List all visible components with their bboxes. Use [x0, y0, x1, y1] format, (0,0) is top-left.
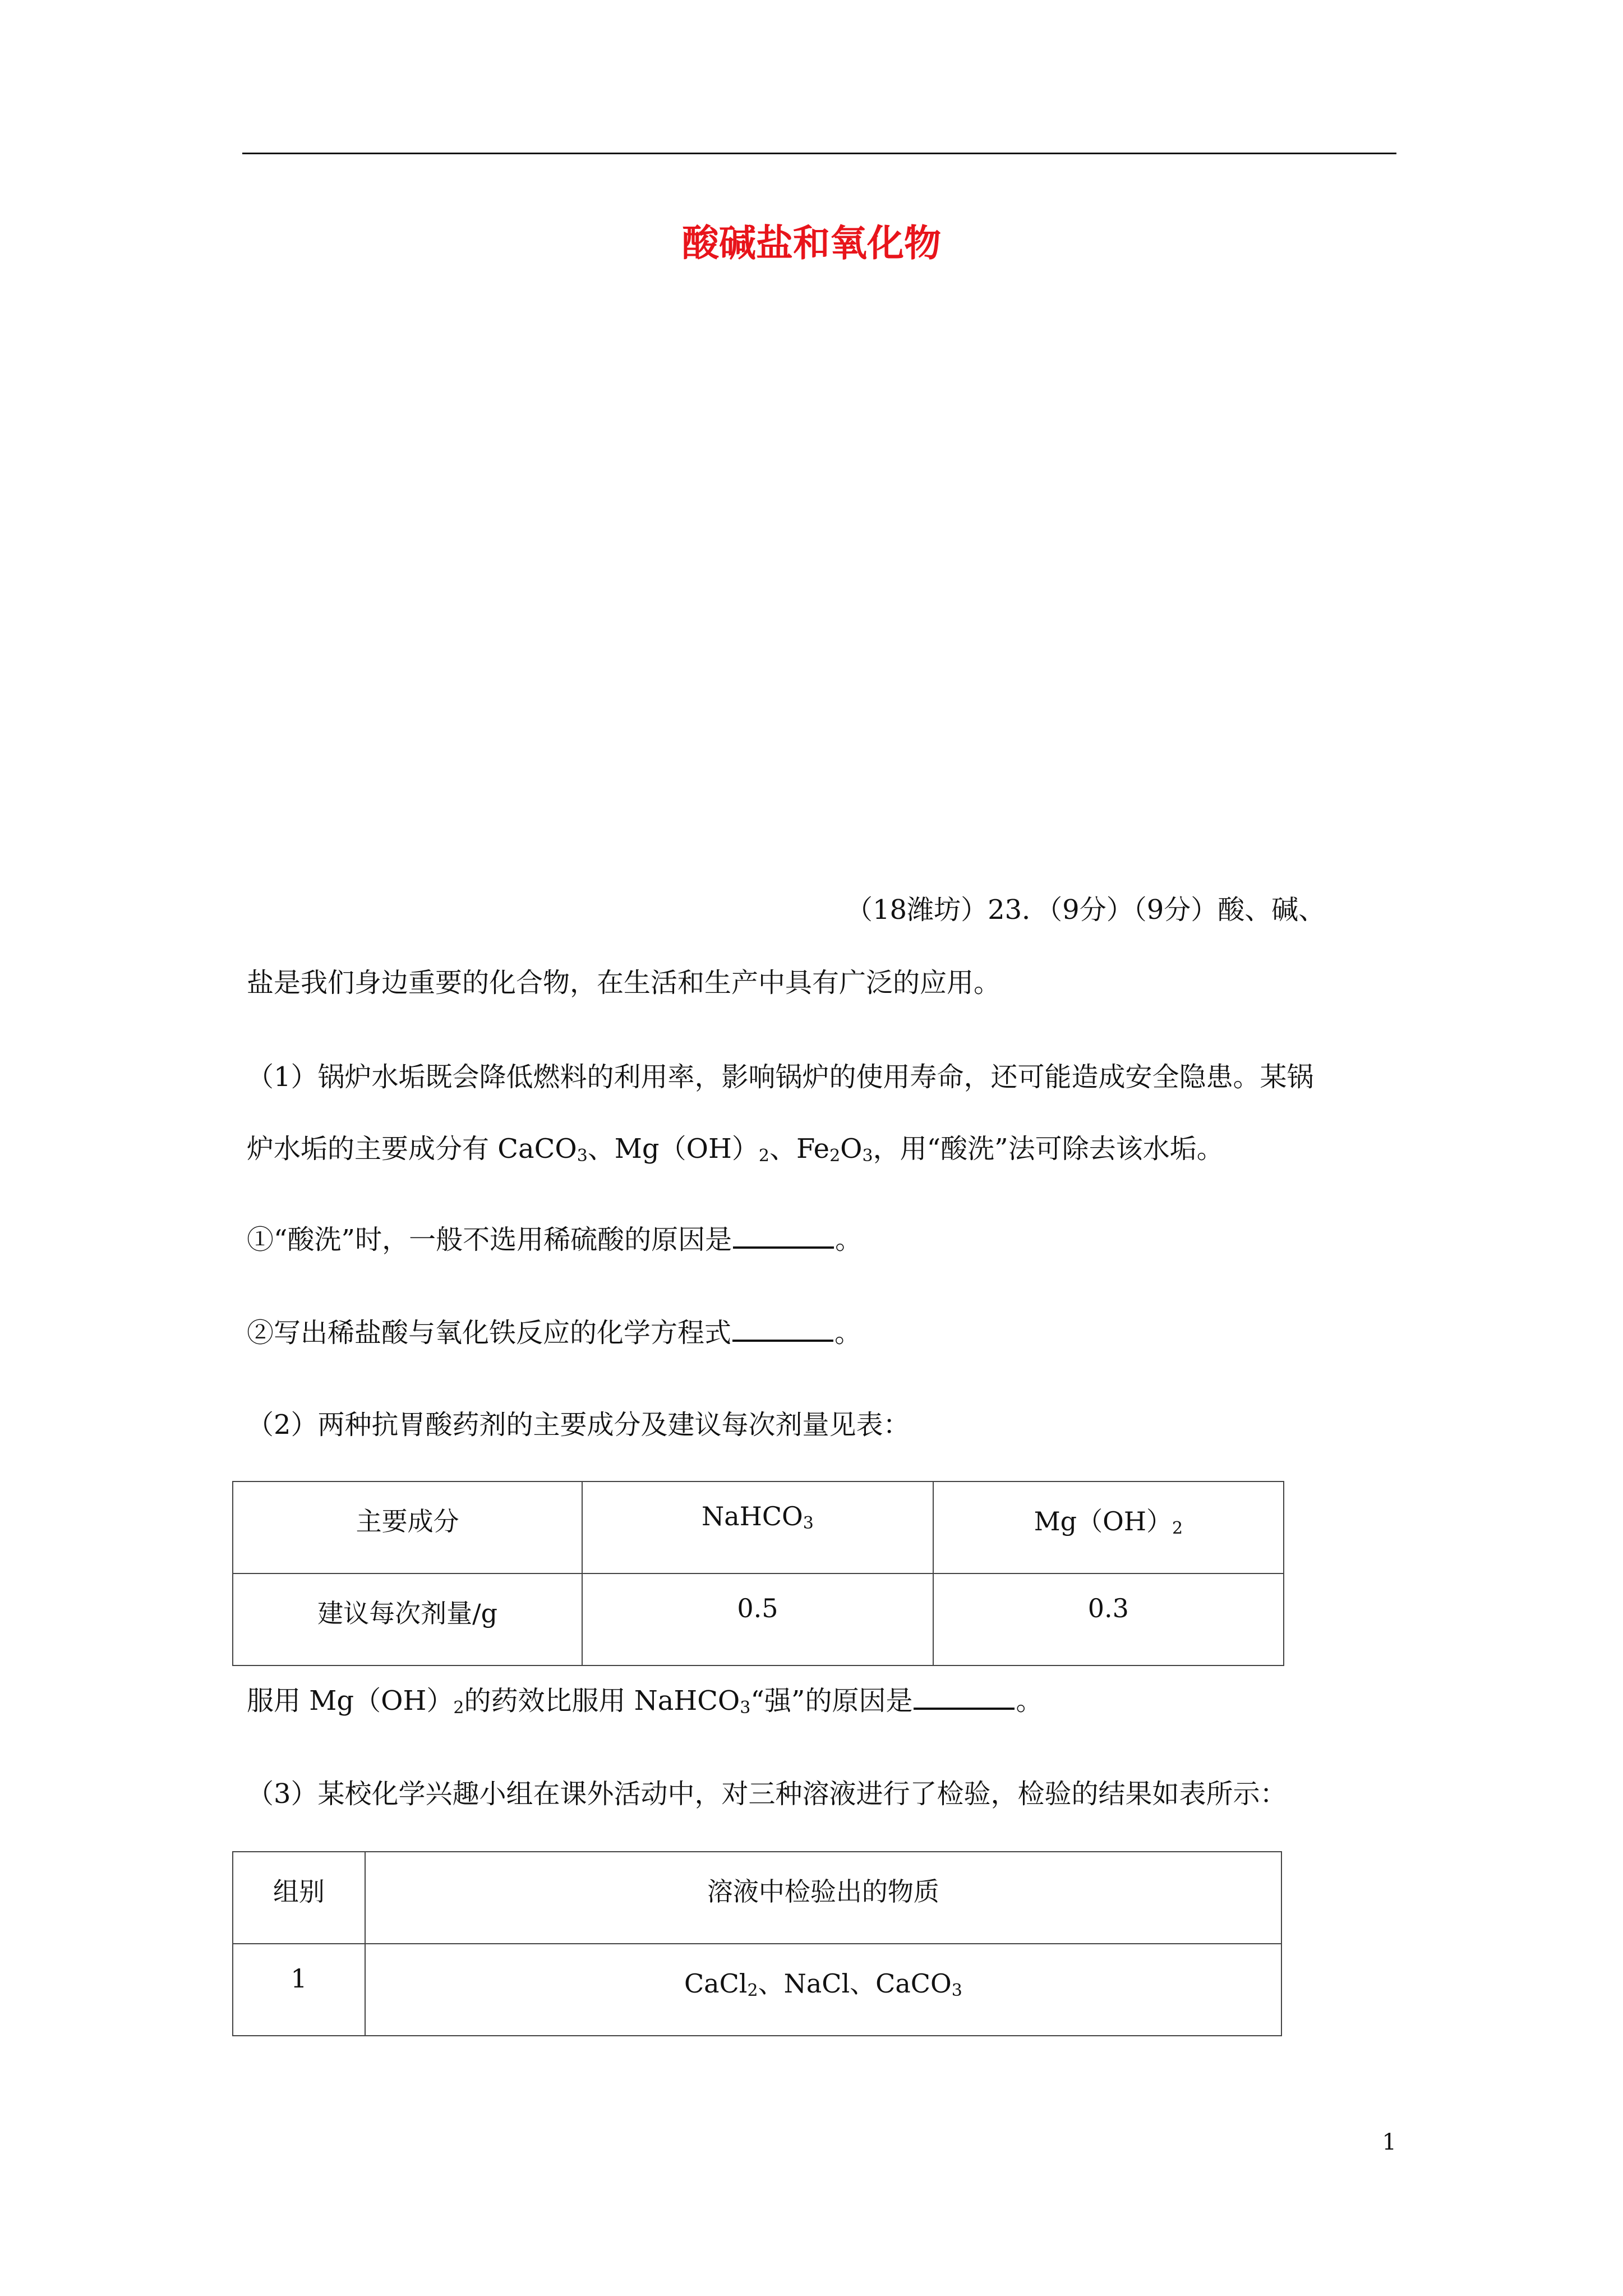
table-cell: CaCl$_2$、NaCl、CaCO$_3$: [365, 1944, 1281, 2036]
page-title: 酸碱盐和氧化物: [682, 222, 941, 265]
table-header-cell: 主要成分: [233, 1481, 582, 1573]
table-header-cell: 溶液中检验出的物质: [365, 1852, 1281, 1944]
q2-followup: 服用 $Mg(OH)_2$的药效比服用 NaHCO$_3$“强”的原因是 。: [247, 1685, 1043, 1718]
table-cell: 0.5: [582, 1573, 933, 1665]
header-rule: [242, 153, 1396, 154]
page-number: 1: [1382, 2129, 1396, 2155]
dosage-table: [232, 1481, 1284, 1666]
q1-subquestion-1: ①“酸洗”时，一般不选用稀硫酸的原因是 。: [247, 1224, 863, 1255]
table-row: [233, 1852, 1281, 1944]
q2-intro: （2）两种抗胃酸药剂的主要成分及建议每次剂量见表：: [247, 1409, 910, 1441]
question-intro-line1: （18潍坊）23．（9分）（9分）酸、碱、: [846, 894, 1326, 926]
question-intro-line2: 盐是我们身边重要的化合物，在生活和生产中具有广泛的应用。: [247, 967, 1001, 999]
answer-blank[interactable]: [733, 1246, 834, 1249]
table-cell: 1: [233, 1944, 365, 2036]
table-row: [233, 1573, 1284, 1665]
table-cell: 建议每次剂量/g: [233, 1573, 582, 1665]
q1-subquestion-2: ②写出稀盐酸与氧化铁反应的化学方程式 。: [247, 1317, 862, 1349]
answer-blank[interactable]: [914, 1708, 1015, 1710]
table-header-cell: 组别: [233, 1852, 365, 1944]
q1-text-line1: （1）锅炉水垢既会降低燃料的利用率，影响锅炉的使用寿命，还可能造成安全隐患。某锅: [247, 1061, 1314, 1093]
q1-text-line2: 炉水垢的主要成分有 CaCO$_3$、$Mg(OH)_2$、$Fe_2O_3$，用“酸洗”法可除去该水垢。: [247, 1133, 1224, 1166]
table-cell: 0.3: [933, 1573, 1284, 1665]
answer-blank[interactable]: [732, 1340, 833, 1342]
solution-table: [232, 1851, 1282, 2036]
q3-intro: （3）某校化学兴趣小组在课外活动中，对三种溶液进行了检验，检验的结果如表所示：: [247, 1778, 1287, 1810]
table-row: [233, 1944, 1281, 2036]
table-header-cell: $Mg(OH)_2$: [933, 1481, 1284, 1573]
table-header-cell: NaHCO$_3$: [582, 1481, 933, 1573]
table-row: [233, 1481, 1284, 1573]
